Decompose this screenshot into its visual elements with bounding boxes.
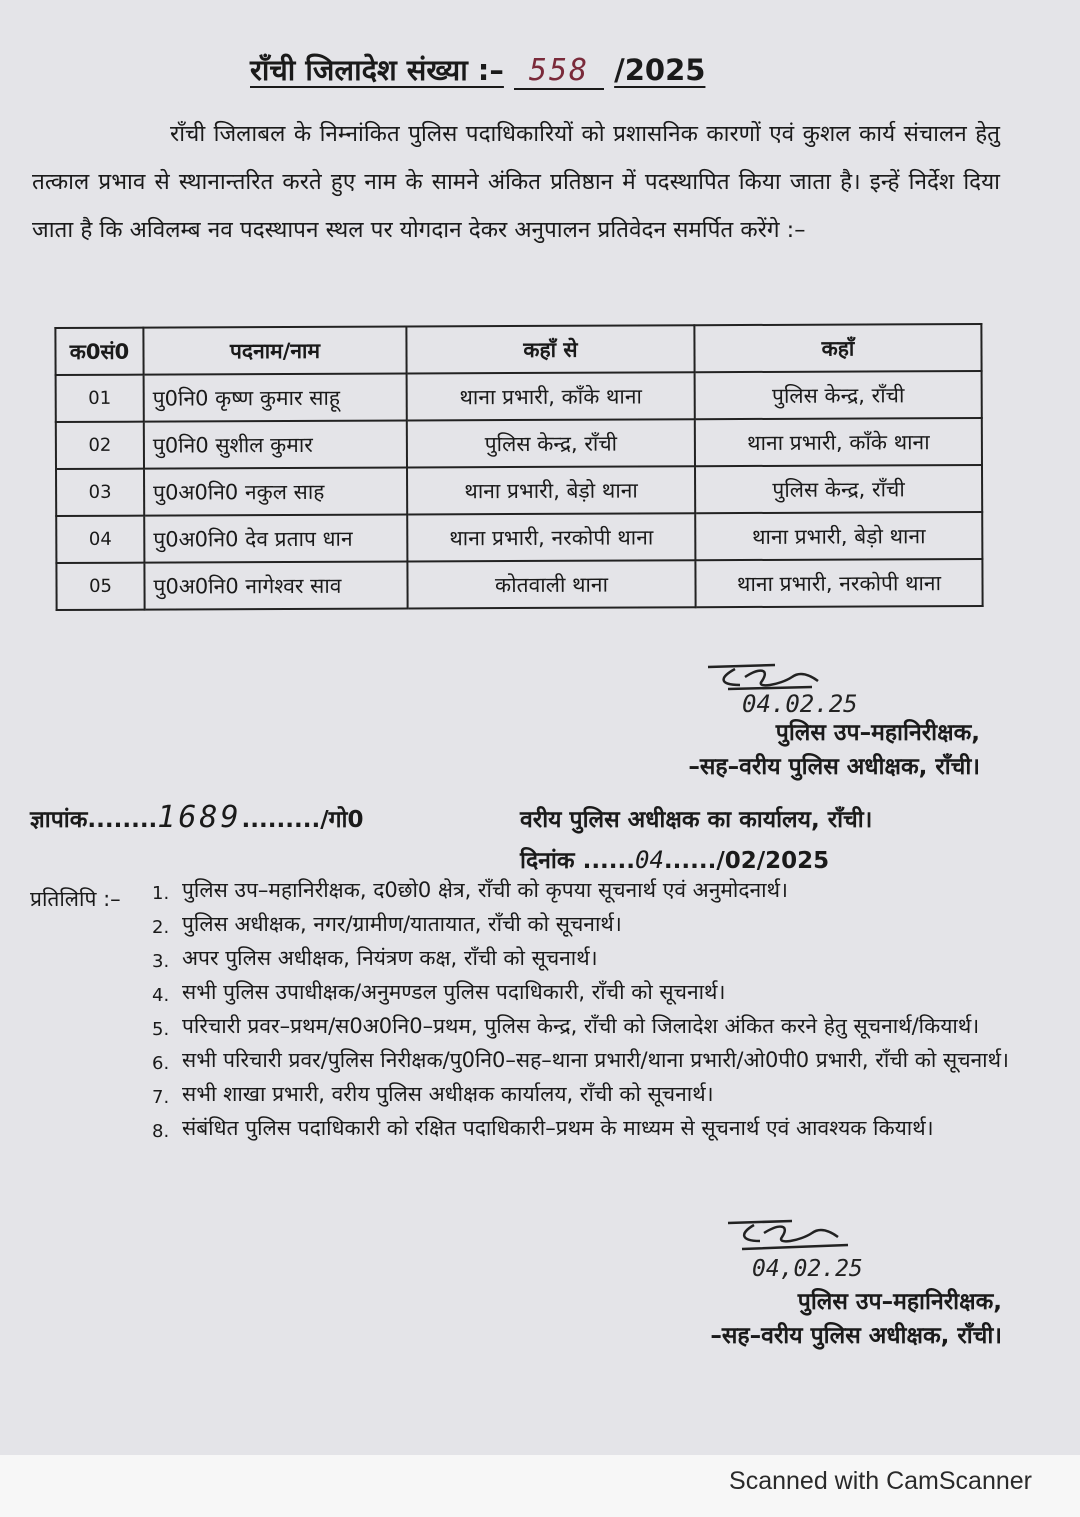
signatory-subtitle-1: –सह–वरीय पुलिस अधीक्षक, राँची। [688, 754, 980, 780]
item-number: 3. [152, 951, 170, 972]
item-number: 5. [152, 1019, 170, 1040]
cell-to: पुलिस केन्द्र, राँची [695, 465, 982, 513]
order-title [250, 50, 705, 90]
date-dots-1: ...... [582, 848, 636, 874]
date-dots-2: ...... [663, 848, 717, 874]
intro-paragraph: राँची जिलाबल के निम्नांकित पुलिस पदाधिकारियों को प्रशासनिक कारणों एवं कुशल कार्य संचालन हेतु तत्काल प्रभाव से स्थानान्तरित करते हुए नाम के सामने अंकित प्रतिष्ठान में पदस्थापित किया जाता है। इन्हें निर्देश दिया जाता है कि अविलम्ब नव पदस्थापन स्थल पर योगदान देकर अनुपालन प्रतिवेदन समर्पित करेंगे :– [32, 121, 1000, 243]
header-from: कहाँ से [406, 325, 694, 373]
list-item [152, 1079, 1020, 1113]
header-name: पदनाम/नाम [143, 326, 406, 374]
signatory-block-1 [688, 716, 980, 784]
list-item [152, 875, 1020, 909]
cell-from: पुलिस केन्द्र, राँची [407, 419, 695, 467]
item-text: सभी पुलिस उपाधीक्षक/अनुमण्डल पुलिस पदाधिकारी, राँची को सूचनार्थ। [182, 980, 726, 1004]
cell-name: पु0नि0 कृष्ण कुमार साहू [144, 373, 407, 421]
signatory-block-2 [710, 1285, 1002, 1353]
signature-date-2: 04,02.25 [752, 1256, 863, 1282]
order-number: 558 [514, 53, 604, 90]
cell-name: पु0नि0 सुशील कुमार [144, 420, 407, 468]
cell-to: थाना प्रभारी, नरकोपी थाना [695, 559, 982, 607]
cell-name: पु0अ0नि0 नागेश्वर साव [144, 561, 407, 609]
list-item [152, 1113, 1020, 1147]
cell-name: पु0अ0नि0 देव प्रताप धान [144, 514, 407, 562]
header-to: कहाँ [694, 324, 981, 372]
item-text: पुलिस अधीक्षक, नगर/ग्रामीण/यातायात, राँची को सूचनार्थ। [182, 912, 622, 936]
date-label: दिनांक [520, 848, 575, 874]
signatory-title-1: पुलिस उप–महानिरीक्षक, [775, 720, 980, 746]
cell-serial: 01 [56, 375, 144, 422]
order-year: /2025 [614, 53, 706, 87]
item-number: 8. [152, 1121, 170, 1142]
transfer-table [54, 323, 983, 611]
item-number: 2. [152, 917, 170, 938]
cell-to: थाना प्रभारी, काँके थाना [695, 418, 982, 466]
item-number: 4. [152, 985, 170, 1006]
item-text: पुलिस उप–महानिरीक्षक, द0छो0 क्षेत्र, राँची को कृपया सूचनार्थ एवं अनुमोदनार्थ। [182, 878, 788, 902]
cell-from: थाना प्रभारी, काँके थाना [407, 372, 695, 420]
cell-to: पुलिस केन्द्र, राँची [695, 371, 982, 419]
list-item [152, 1045, 1020, 1079]
list-item [152, 1011, 1020, 1045]
cell-serial: 03 [56, 469, 144, 516]
memo-label: ज्ञापांक [30, 807, 88, 833]
table-row [56, 512, 982, 563]
office-block [520, 800, 872, 881]
item-number: 6. [152, 1053, 170, 1074]
memo-dots-2: ......... [241, 807, 321, 833]
table-row [56, 418, 982, 469]
copy-list [152, 875, 1020, 1147]
camscanner-watermark: Scanned with CamScanner [729, 1467, 1032, 1495]
table-row [56, 371, 982, 422]
cell-name: पु0अ0नि0 नकुल साह [144, 467, 407, 515]
item-text: सभी शाखा प्रभारी, वरीय पुलिस अधीक्षक कार्यालय, राँची को सूचनार्थ। [182, 1082, 714, 1106]
date-day: 04 [635, 846, 664, 874]
memo-number-line [30, 800, 364, 835]
memo-suffix: /गो0 [320, 807, 364, 833]
item-number: 7. [152, 1087, 170, 1108]
item-text: अपर पुलिस अधीक्षक, नियंत्रण कक्ष, राँची को सूचनार्थ। [182, 946, 598, 970]
date-rest: /02/2025 [716, 848, 830, 874]
memo-number: 1689 [157, 800, 242, 835]
item-number: 1. [152, 883, 170, 904]
signature-date-1: 04.02.25 [742, 690, 858, 718]
item-text: सभी परिचारी प्रवर/पुलिस निरीक्षक/पु0नि0–सह–थाना प्रभारी/थाना प्रभारी/ओ0पी0 प्रभारी, राँची को सूचनार्थ। [182, 1048, 1010, 1072]
table-header-row [55, 324, 981, 375]
cell-serial: 02 [56, 422, 144, 469]
cell-from: कोतवाली थाना [407, 560, 695, 608]
cell-serial: 05 [56, 563, 144, 610]
table-row [56, 559, 982, 610]
cell-from: थाना प्रभारी, बेड़ो थाना [407, 466, 695, 514]
item-text: परिचारी प्रवर–प्रथम/स0अ0नि0–प्रथम, पुलिस केन्द्र, राँची को जिलादेश अंकित करने हेतु सूचनार्थ/कियार्थ। [182, 1014, 980, 1038]
cell-from: थाना प्रभारी, नरकोपी थाना [407, 513, 695, 561]
cell-to: थाना प्रभारी, बेड़ो थाना [695, 512, 982, 560]
cell-serial: 04 [56, 516, 144, 563]
scan-footer [0, 1455, 1080, 1517]
list-item [152, 909, 1020, 943]
memo-dots-1: ........ [87, 807, 158, 833]
copy-label: प्रतिलिपि :– [30, 887, 121, 911]
list-item [152, 977, 1020, 1011]
item-text: संबंधित पुलिस पदाधिकारी को रक्षित पदाधिकारी–प्रथम के माध्यम से सूचनार्थ एवं आवश्यक कियार्थ। [182, 1116, 934, 1140]
office-name: वरीय पुलिस अधीक्षक का कार्यालय, राँची। [520, 807, 873, 833]
list-item [152, 943, 1020, 977]
header-serial: क0सं0 [55, 328, 143, 375]
signatory-title-2: पुलिस उप–महानिरीक्षक, [797, 1289, 1002, 1315]
order-title-text: राँची जिलादेश संख्या :– [250, 53, 504, 87]
signatory-subtitle-2: –सह–वरीय पुलिस अधीक्षक, राँची। [710, 1323, 1002, 1349]
table-row [56, 465, 982, 516]
